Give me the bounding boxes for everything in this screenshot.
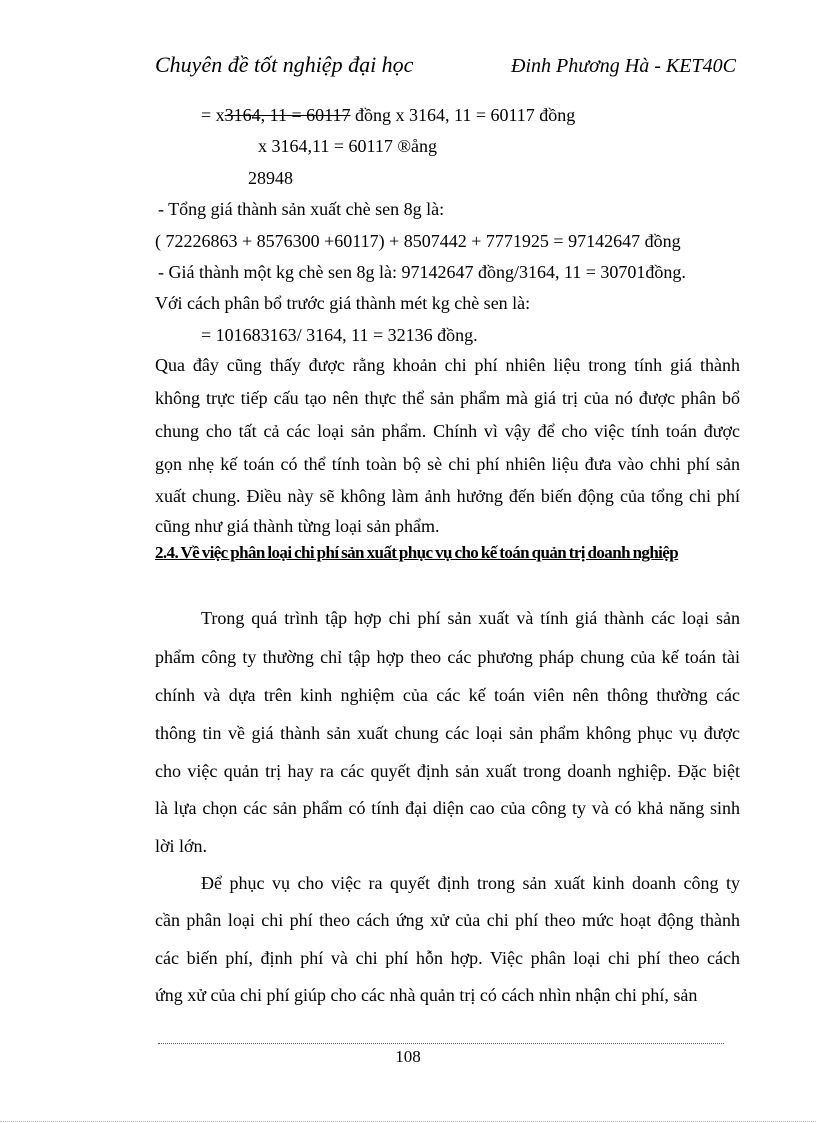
paragraph-2-line: phẩm công ty thường chỉ tập hợp theo các phương pháp chung của kế toán tài bbox=[155, 647, 740, 667]
paragraph-1-line: xuất chung. Điều này sẽ không làm ảnh hưởng đến biến động của tổng chi phí bbox=[155, 486, 740, 506]
paragraph-3-line: cần phân loại chi phí theo cách ứng xử của chi phí theo mức hoạt động thành bbox=[155, 910, 740, 930]
paragraph-1-line: không trực tiếp cấu tạo nên thực thể sản phẩm mà giá trị của nó được phân bổ bbox=[155, 388, 740, 408]
paragraph-1-line: gọn nhẹ kế toán có thể tính toàn bộ sè chi phí nhiên liệu đưa vào chhi phí sản bbox=[155, 454, 740, 474]
paragraph-1-line: chung cho tất cả các loại sản phẩm. Chính vì vậy để cho việc tính toán được bbox=[155, 421, 740, 441]
paragraph-3-line: Để phục vụ cho việc ra quyết định trong sản xuất kinh doanh công ty bbox=[201, 873, 740, 893]
calc-line-2: x 3164,11 = 60117 ®ång bbox=[258, 136, 437, 156]
header-title: Chuyên đề tốt nghiệp đại học bbox=[155, 52, 414, 77]
total-cost-formula: ( 72226863 + 8576300 +60117) + 8507442 + 7771925 = 97142647 đồng bbox=[155, 231, 681, 251]
section-heading: 2.4. Về việc phân loại chi phí sản xuất phục vụ cho kế toán quản trị doanh nghiệp bbox=[155, 543, 679, 562]
paragraph-2-line: cho việc quản trị hay ra các quyết định sản xuất trong doanh nghiệp. Đặc biệt bbox=[155, 761, 740, 781]
paragraph-2-line: Trong quá trình tập hợp chi phí sản xuất và tính giá thành các loại sản bbox=[201, 608, 740, 628]
page-bottom-divider bbox=[0, 1121, 816, 1122]
total-cost-label: - Tổng giá thành sản xuất chè sen 8g là: bbox=[158, 199, 445, 219]
paragraph-2-line: thông tin về giá thành sản xuất chung các loại sản phẩm không phục vụ được bbox=[155, 723, 740, 743]
header-author: Đinh Phương Hà - KET40C bbox=[511, 55, 736, 77]
page-number: 108 bbox=[395, 1047, 421, 1066]
paragraph-1-line: cũng như giá thành từng loại sản phẩm. bbox=[155, 516, 440, 536]
calc-line-1-rest: đồng x 3164, 11 = 60117 đồng bbox=[350, 105, 576, 125]
unit-cost-line: - Giá thành một kg chè sen 8g là: 97142647 đồng/3164, 11 = 30701đồng. bbox=[158, 262, 686, 282]
paragraph-2-line: lời lớn. bbox=[155, 836, 208, 856]
previous-allocation-label: Với cách phân bổ trước giá thành mét kg chè sen là: bbox=[155, 293, 531, 313]
calc-line-1-prefix: = x bbox=[201, 105, 225, 125]
paragraph-3-line: ứng xử của chi phí giúp cho các nhà quản trị có cách nhìn nhận chi phí, sản bbox=[155, 985, 698, 1005]
footer-divider bbox=[158, 1043, 724, 1044]
paragraph-3-line: các biến phí, định phí và chi phí hỗn hợp. Việc phân loại chi phí theo cách bbox=[155, 948, 740, 968]
calc-line-1 bbox=[201, 106, 575, 124]
paragraph-2-line: chính và dựa trên kinh nghiệm của các kế toán viên nên thông thường các bbox=[155, 685, 740, 705]
calc-line-1-struck: 3164, 11 = 60117 bbox=[224, 105, 351, 125]
paragraph-1-line: Qua đây cũng thấy được rằng khoản chi phí nhiên liệu trong tính giá thành bbox=[155, 355, 740, 375]
calc-line-3: 28948 bbox=[248, 168, 293, 188]
previous-allocation-value: = 101683163/ 3164, 11 = 32136 đồng. bbox=[201, 325, 478, 345]
paragraph-2-line: là lựa chọn các sản phẩm có tính đại diện cao của công ty và có khả năng sinh bbox=[155, 798, 740, 818]
